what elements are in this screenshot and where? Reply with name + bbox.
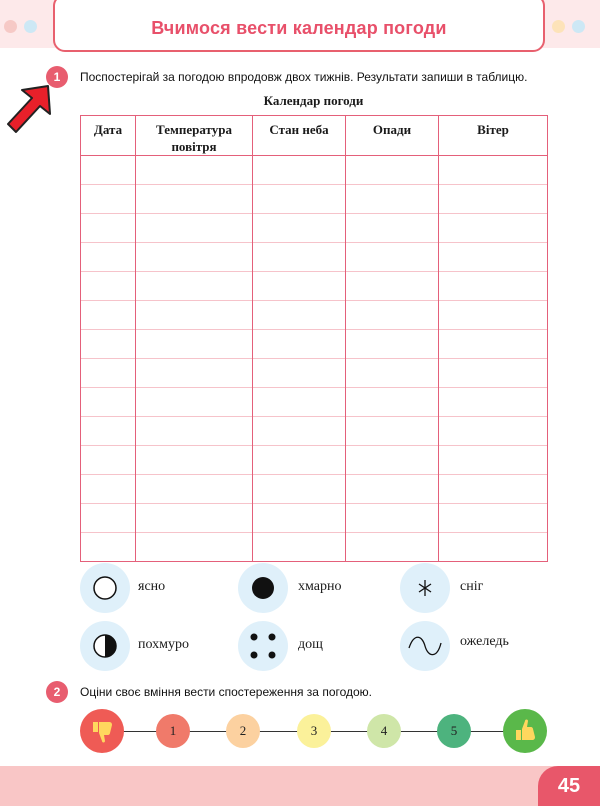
thumbs-up-icon[interactable] <box>503 709 547 753</box>
table-cell[interactable] <box>81 330 136 359</box>
rating-option-2[interactable]: 2 <box>226 714 260 748</box>
table-cell[interactable] <box>346 330 439 359</box>
column-header-sky: Стан неба <box>253 116 346 156</box>
table-cell[interactable] <box>346 185 439 214</box>
cloudy-icon <box>238 563 288 613</box>
table-row <box>81 243 548 272</box>
table-row <box>81 272 548 301</box>
table-cell[interactable] <box>439 417 548 446</box>
table-cell[interactable] <box>136 475 253 504</box>
table-row <box>81 504 548 533</box>
table-cell[interactable] <box>253 388 346 417</box>
table-cell[interactable] <box>346 475 439 504</box>
table-cell[interactable] <box>253 417 346 446</box>
legend-label-rain: дощ <box>298 637 323 652</box>
table-cell[interactable] <box>81 446 136 475</box>
table-cell[interactable] <box>346 417 439 446</box>
table-cell[interactable] <box>81 214 136 243</box>
table-title: Календар погоди <box>263 93 364 108</box>
table-cell[interactable] <box>253 272 346 301</box>
table-row <box>81 417 548 446</box>
table-cell[interactable] <box>439 359 548 388</box>
column-header-precipitation: Опади <box>346 116 439 156</box>
table-cell[interactable] <box>253 156 346 185</box>
table-cell[interactable] <box>81 359 136 388</box>
table-row <box>81 330 548 359</box>
table-cell[interactable] <box>136 359 253 388</box>
table-cell[interactable] <box>346 243 439 272</box>
rating-option-1[interactable]: 1 <box>156 714 190 748</box>
task-2-instruction: Оціни своє вміння вести спостереження за погодою. <box>80 685 373 699</box>
bottom-band <box>0 766 600 806</box>
table-cell[interactable] <box>439 214 548 243</box>
table-cell[interactable] <box>439 504 548 533</box>
task-1-instruction: Поспостерігай за погодою впродовж двох тижнів. Результати запиши в таблицю. <box>80 70 528 84</box>
table-row <box>81 301 548 330</box>
table-cell[interactable] <box>136 214 253 243</box>
table-cell[interactable] <box>81 272 136 301</box>
table-cell[interactable] <box>136 533 253 562</box>
table-cell[interactable] <box>136 446 253 475</box>
table-row <box>81 359 548 388</box>
ice-icon <box>400 621 450 671</box>
table-cell[interactable] <box>439 272 548 301</box>
table-cell[interactable] <box>439 330 548 359</box>
table-cell[interactable] <box>439 156 548 185</box>
legend-label-overcast: похмуро <box>138 637 190 652</box>
snow-icon <box>400 563 450 613</box>
table-row <box>81 446 548 475</box>
table-cell[interactable] <box>253 243 346 272</box>
table-cell[interactable] <box>346 214 439 243</box>
table-row <box>81 185 548 214</box>
table-cell[interactable] <box>81 388 136 417</box>
table-cell[interactable] <box>136 330 253 359</box>
table-cell[interactable] <box>81 475 136 504</box>
table-cell[interactable] <box>439 475 548 504</box>
table-cell[interactable] <box>253 330 346 359</box>
table-row <box>81 214 548 243</box>
table-row <box>81 475 548 504</box>
legend-label-cloudy: хмарно <box>298 579 342 594</box>
table-cell[interactable] <box>346 446 439 475</box>
rating-option-5[interactable]: 5 <box>437 714 471 748</box>
table-cell[interactable] <box>136 301 253 330</box>
table-cell[interactable] <box>439 388 548 417</box>
table-cell[interactable] <box>81 417 136 446</box>
table-cell[interactable] <box>81 243 136 272</box>
task-number-2: 2 <box>46 681 68 703</box>
task-number-1: 1 <box>46 66 68 88</box>
table-cell[interactable] <box>346 504 439 533</box>
table-cell[interactable] <box>253 533 346 562</box>
table-cell[interactable] <box>253 301 346 330</box>
table-cell[interactable] <box>81 533 136 562</box>
column-header-date: Дата <box>81 116 136 156</box>
table-cell[interactable] <box>346 156 439 185</box>
weather-calendar-table <box>80 115 548 562</box>
table-cell[interactable] <box>136 272 253 301</box>
page-number: 45 <box>538 766 600 806</box>
overcast-icon <box>80 621 130 671</box>
table-cell[interactable] <box>439 185 548 214</box>
table-cell[interactable] <box>346 301 439 330</box>
thumbs-down-icon[interactable] <box>80 709 124 753</box>
legend-label-ice: ожеледь <box>460 634 509 649</box>
page-title: Вчимося вести календар погоди <box>151 18 447 38</box>
table-cell[interactable] <box>346 388 439 417</box>
table-row <box>81 533 548 562</box>
table-cell[interactable] <box>253 359 346 388</box>
table-cell[interactable] <box>439 533 548 562</box>
table-header-row <box>81 116 548 156</box>
legend-label-snow: сніг <box>460 579 484 594</box>
table-cell[interactable] <box>253 446 346 475</box>
table-cell[interactable] <box>439 243 548 272</box>
table-cell[interactable] <box>136 156 253 185</box>
table-cell[interactable] <box>346 359 439 388</box>
table-cell[interactable] <box>253 185 346 214</box>
table-cell[interactable] <box>136 388 253 417</box>
table-cell[interactable] <box>439 301 548 330</box>
table-cell[interactable] <box>81 156 136 185</box>
legend-label-clear: ясно <box>138 579 166 594</box>
table-cell[interactable] <box>81 504 136 533</box>
table-cell[interactable] <box>439 446 548 475</box>
red-arrow-icon <box>4 84 58 140</box>
column-header-temperature: Температура повітря <box>136 116 253 156</box>
table-cell[interactable] <box>253 504 346 533</box>
table-cell[interactable] <box>136 504 253 533</box>
table-row <box>81 388 548 417</box>
table-cell[interactable] <box>136 185 253 214</box>
rain-icon <box>238 621 288 671</box>
table-cell[interactable] <box>81 301 136 330</box>
clear-sky-icon <box>80 563 130 613</box>
table-row <box>81 156 548 185</box>
rating-option-3[interactable]: 3 <box>297 714 331 748</box>
header-box <box>53 0 545 52</box>
table-cell[interactable] <box>253 475 346 504</box>
table-cell[interactable] <box>253 214 346 243</box>
column-header-wind: Вітер <box>439 116 548 156</box>
table-cell[interactable] <box>81 185 136 214</box>
table-cell[interactable] <box>346 272 439 301</box>
table-cell[interactable] <box>346 533 439 562</box>
rating-option-4[interactable]: 4 <box>367 714 401 748</box>
table-cell[interactable] <box>136 417 253 446</box>
table-cell[interactable] <box>136 243 253 272</box>
